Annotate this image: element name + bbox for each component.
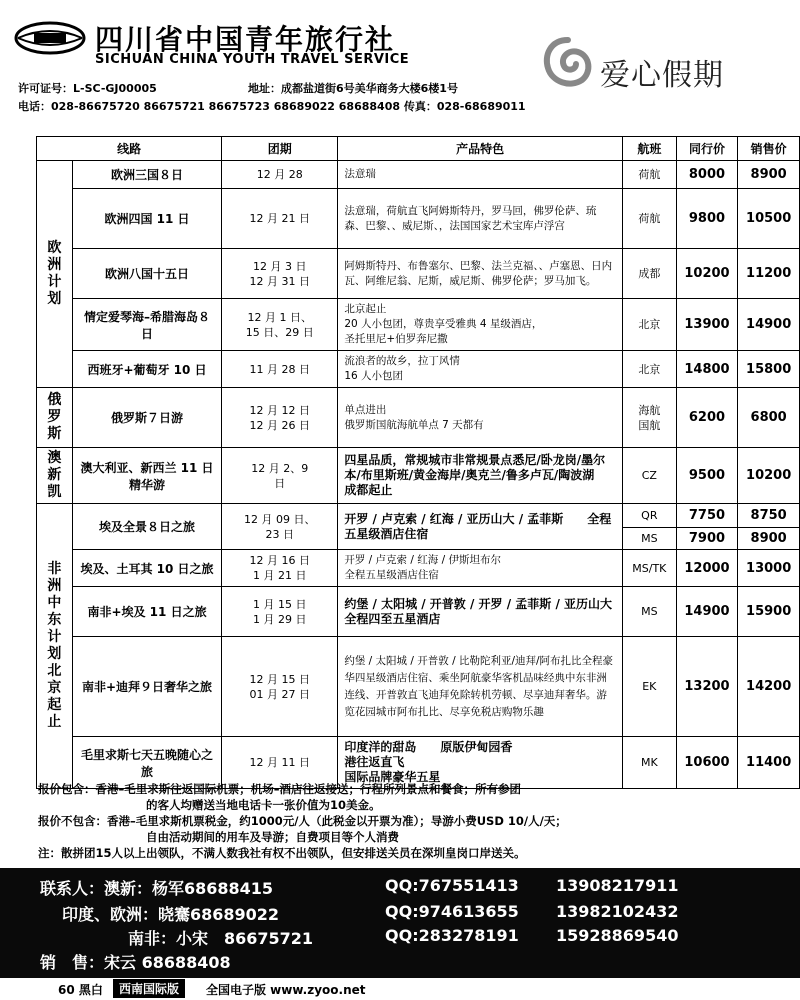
peer-price: 7750 <box>676 504 738 528</box>
includes-note-cont: 的客人均赠送当地电话卡一张价值为10美金。 <box>146 798 381 812</box>
peer-price: 10600 <box>676 737 738 789</box>
page-footer <box>0 978 800 1000</box>
route-name: 俄罗斯７日游 <box>72 388 221 448</box>
table-row <box>37 299 800 351</box>
table-row <box>37 448 800 504</box>
route-name: 西班牙+葡萄牙 10 日 <box>72 351 221 388</box>
route-name: 欧洲三国８日 <box>72 161 221 189</box>
page-number: 60 黑白 <box>58 983 103 997</box>
sale-price: 10500 <box>738 189 800 249</box>
tour-dates: 12 月 21 日 <box>222 189 338 249</box>
airline: EK <box>623 637 677 737</box>
region-europe: 欧洲计划 <box>37 161 73 388</box>
tour-dates: 11 月 28 日 <box>222 351 338 388</box>
table-row <box>37 637 800 737</box>
e-edition-link[interactable]: 全国电子版 www.zyoo.net <box>206 983 366 997</box>
table-row <box>37 161 800 189</box>
col-header-features: 产品特色 <box>338 137 623 161</box>
route-name: 欧洲四国 11 日 <box>72 189 221 249</box>
contact-mobile: 13908217911 <box>556 876 679 895</box>
contact-label: 南非：小宋 86675721 <box>128 929 314 948</box>
sale-price: 15900 <box>738 587 800 637</box>
price-notes <box>38 781 778 861</box>
peer-price: 9800 <box>676 189 738 249</box>
excludes-note-cont: 自由活动期间的用车及导游；自费项目等个人消费 <box>146 830 399 844</box>
contact-qq: QQ:767551413 <box>385 876 519 895</box>
col-header-route: 线路 <box>37 137 222 161</box>
contact-label: 联系人：澳新：杨军68688415 <box>40 879 274 898</box>
includes-note: 报价包含：香港–毛里求斯往返国际机票；机场–酒店往返接送；行程所列景点和餐食；所有参团 <box>38 782 521 796</box>
tour-dates: 12 月 1 日、 15 日、29 日 <box>222 299 338 351</box>
airline: MS/TK <box>623 550 677 587</box>
table-row <box>37 504 800 528</box>
route-name: 埃及、土耳其 10 日之旅 <box>72 550 221 587</box>
peer-price: 13900 <box>676 299 738 351</box>
table-row <box>37 249 800 299</box>
route-name: 毛里求斯七天五晚随心之旅 <box>72 737 221 789</box>
excludes-note: 报价不包含：香港–毛里求斯机票税金，约1000元/人（此税金以开票为准）；导游小费USD 10/人/天； <box>38 814 567 828</box>
contact-panel <box>0 868 800 978</box>
header <box>0 0 800 128</box>
peer-price: 10200 <box>676 249 738 299</box>
contact-qq: QQ:974613655 <box>385 902 519 921</box>
sale-price: 10200 <box>738 448 800 504</box>
table-row <box>37 550 800 587</box>
route-name: 埃及全景８日之旅 <box>72 504 221 550</box>
contact-mobile: 15928869540 <box>556 926 679 945</box>
airline: MS <box>623 587 677 637</box>
col-header-peer-price: 同行价 <box>676 137 738 161</box>
sale-price: 14200 <box>738 637 800 737</box>
tour-features: 印度洋的甜岛 原版伊甸园香 港往返直飞 国际品牌豪华五星 <box>338 737 623 789</box>
peer-price: 14900 <box>676 587 738 637</box>
region-aus-nz: 澳新凯 <box>37 448 73 504</box>
peer-price: 13200 <box>676 637 738 737</box>
table-row <box>37 587 800 637</box>
tour-dates: 12 月 09 日、 23 日 <box>222 504 338 550</box>
sale-price: 11200 <box>738 249 800 299</box>
sale-price: 13000 <box>738 550 800 587</box>
region-africa-middle-east: 非洲中东计划北京起止 <box>37 504 73 789</box>
tour-dates: 1 月 15 日 1 月 29 日 <box>222 587 338 637</box>
contact-label: 印度、欧洲：晓騫68689022 <box>62 905 280 924</box>
tour-dates: 12 月 3 日 12 月 31 日 <box>222 249 338 299</box>
contact-mobile: 13982102432 <box>556 902 679 921</box>
peer-price: 14800 <box>676 351 738 388</box>
tour-features: 法意瑞 <box>338 161 623 189</box>
company-phone: 电话：028-86675720 86675721 86675723 68689022 68688408 传真：028-68689011 <box>18 100 526 113</box>
airline: MS <box>623 528 677 550</box>
group-leader-note: 注：散拼团15人以上出领队，不满人数我社有权不出领队，但安排送关员在深圳皇岗口岸送关。 <box>38 846 526 860</box>
tour-features: 法意瑞，荷航直飞阿姆斯特丹，罗马回，佛罗伦萨、琉森、巴黎、、威尼斯、，法国国家艺术宝库卢浮宫 <box>338 189 623 249</box>
company-name-en: SICHUAN CHINA YOUTH TRAVEL SERVICE <box>95 52 410 67</box>
airline: 北京 <box>623 299 677 351</box>
sales-contact: 销 售：宋云 68688408 <box>40 953 231 972</box>
tour-dates: 12 月 15 日 01 月 27 日 <box>222 637 338 737</box>
peer-price: 7900 <box>676 528 738 550</box>
sale-price: 8900 <box>738 161 800 189</box>
tour-features: 北京起止 20 人小包团，尊贵享受雅典 4 星级酒店， 圣托里尼+伯罗奔尼撒 <box>338 299 623 351</box>
tour-features: 约堡 / 太阳城 / 开普敦 / 开罗 / 孟菲斯 / 亚历山大 全程四至五星酒店 <box>338 587 623 637</box>
sale-price: 6800 <box>738 388 800 448</box>
sale-price: 11400 <box>738 737 800 789</box>
contact-qq: QQ:283278191 <box>385 926 519 945</box>
peer-price: 8000 <box>676 161 738 189</box>
tour-features: 单点进出 俄罗斯国航海航单点 7 天都有 <box>338 388 623 448</box>
table-header-row <box>37 137 800 161</box>
tour-dates: 12 月 16 日 1 月 21 日 <box>222 550 338 587</box>
sale-price: 15800 <box>738 351 800 388</box>
airline: CZ <box>623 448 677 504</box>
airline: QR <box>623 504 677 528</box>
col-header-dates: 团期 <box>222 137 338 161</box>
tour-features: 阿姆斯特丹、布鲁塞尔、巴黎、法兰克福、、卢塞恩、日内瓦、阿维尼翁、尼斯，威尼斯、佛罗伦萨；罗马加飞。 <box>338 249 623 299</box>
tour-dates: 12 月 2、9 日 <box>222 448 338 504</box>
airline: 北京 <box>623 351 677 388</box>
route-name: 南非+迪拜９日奢华之旅 <box>72 637 221 737</box>
company-address: 地址：成都盐道街6号美华商务大楼6楼1号 <box>248 82 458 95</box>
tour-price-table <box>36 136 800 789</box>
airline: 海航 国航 <box>623 388 677 448</box>
sale-price: 8750 <box>738 504 800 528</box>
route-name: 南非+埃及 11 日之旅 <box>72 587 221 637</box>
sale-price: 8900 <box>738 528 800 550</box>
license-number: 许可证号：L-SC-GJ00005 <box>18 82 157 95</box>
tour-features: 流浪者的故乡，拉丁风情 16 人小包团 <box>338 351 623 388</box>
region-russia: 俄罗斯 <box>37 388 73 448</box>
route-name: 澳大利亚、新西兰 11 日精华游 <box>72 448 221 504</box>
route-name: 情定爱琴海–希腊海岛８日 <box>72 299 221 351</box>
tour-features: 开罗 / 卢克索 / 红海 / 亚历山大 / 孟菲斯 全程五星级酒店住宿 <box>338 504 623 550</box>
table-row <box>37 388 800 448</box>
tour-dates: 12 月 11 日 <box>222 737 338 789</box>
edition-badge: 西南国际版 <box>113 979 185 998</box>
airline: 成都 <box>623 249 677 299</box>
peer-price: 9500 <box>676 448 738 504</box>
tour-features: 四星品质，常规城市非常规景点悉尼/卧龙岗/墨尔本/布里斯班/黄金海岸/奥克兰/鲁多卢瓦/陶波湖 成都起止 <box>338 448 623 504</box>
tour-dates: 12 月 28 <box>222 161 338 189</box>
col-header-airline: 航班 <box>623 137 677 161</box>
route-name: 欧洲八国十五日 <box>72 249 221 299</box>
brand-name: 爱心假期 <box>600 58 724 93</box>
tour-dates: 12 月 12 日 12 月 26 日 <box>222 388 338 448</box>
airline: 荷航 <box>623 161 677 189</box>
airline: MK <box>623 737 677 789</box>
tour-features: 约堡 / 太阳城 / 开普敦 / 比勒陀利亚/迪拜/阿布扎比全程豪华四星级酒店住宿、乘坐阿航豪华客机品味经典中东非洲连线、开普敦直飞迪拜免除转机劳顿、尽享迪拜奢华。游览花园城市阿布扎比、尽享免税店购物乐趣 <box>338 637 623 737</box>
sale-price: 14900 <box>738 299 800 351</box>
peer-price: 6200 <box>676 388 738 448</box>
cyts-logo-icon <box>14 20 86 56</box>
heart-swirl-icon <box>540 36 596 92</box>
tour-features: 开罗 / 卢克索 / 红海 / 伊斯坦布尔 全程五星级酒店住宿 <box>338 550 623 587</box>
col-header-sale-price: 销售价 <box>738 137 800 161</box>
peer-price: 12000 <box>676 550 738 587</box>
airline: 荷航 <box>623 189 677 249</box>
company-name-cn: 四川省中国青年旅行社 <box>95 23 396 56</box>
table-row <box>37 189 800 249</box>
table-row <box>37 351 800 388</box>
